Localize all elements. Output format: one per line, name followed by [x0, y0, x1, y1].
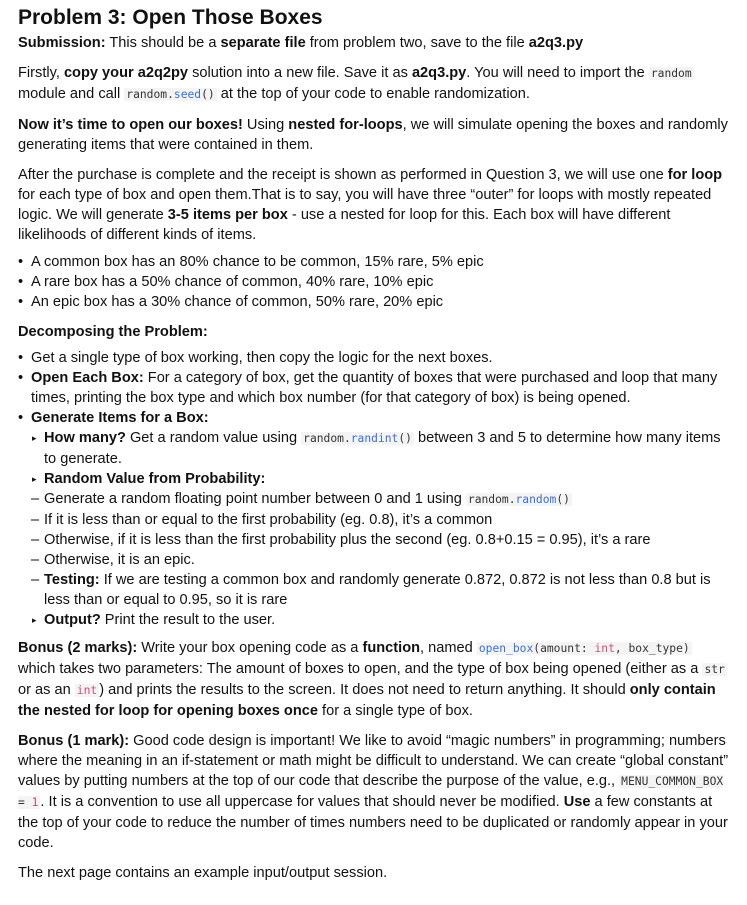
- code-number: 1: [31, 796, 39, 809]
- list-item: • A rare box has a 50% chance of common, 40% rare, 10% epic: [18, 272, 729, 292]
- bold-text: for loop: [667, 167, 723, 183]
- list-item: [18, 408, 729, 630]
- code-text: (amount:: [533, 642, 595, 655]
- bold-text: Now it’s time to open our boxes!: [18, 117, 243, 133]
- code-text: random.: [303, 432, 351, 445]
- text: which takes two parameters: The amount of boxes to open, and the type of box being opened (either as a: [18, 661, 703, 677]
- code-text: , box_type): [614, 642, 690, 655]
- text: solution into a new file. Save it as: [188, 65, 412, 81]
- text: from problem two, save to the file: [305, 35, 529, 51]
- code-text: random.: [467, 493, 516, 506]
- code-text: (): [201, 88, 215, 101]
- bold-text: Bonus (2 marks):: [18, 640, 138, 656]
- text: for each type of box and open them.That is to say, you will have three “outer” for loops with mostly repeated logic. We will generate: [18, 187, 712, 223]
- code-func: random: [515, 493, 557, 506]
- bold-text: 3-5 items per box: [167, 207, 288, 223]
- bold-text: separate file: [220, 35, 306, 51]
- text: For a category of box, get the quantity of boxes that were purchased and loop that many times, printing the box type and which box number (for that category of box) is being opened.: [31, 370, 718, 406]
- text: for a single type of box.: [318, 703, 473, 719]
- list-item: • A common box has an 80% chance to be common, 15% rare, 5% epic: [18, 252, 729, 272]
- page-title: Problem 3: Open Those Boxes: [18, 6, 323, 29]
- text: between 3 and 5 to determine how many items to generate.: [44, 430, 721, 467]
- list-item: [18, 368, 729, 408]
- text: Generate a random floating point number between 0 and 1 using: [44, 491, 466, 507]
- bold-text: How many?: [44, 430, 126, 446]
- code-random-seed: [124, 88, 216, 101]
- closing-paragraph: The next page contains an example input/output session.: [18, 865, 388, 881]
- code-randint: [301, 432, 414, 445]
- code-int: [75, 684, 99, 697]
- list-item: • Get a single type of box working, then copy the logic for the next boxes.: [18, 348, 729, 368]
- text: If we are testing a common box and randomly generate 0.872, 0.872 is not less than 0.8 but is less than or equal to 0.95, so it is rare: [44, 572, 711, 608]
- bold-text: Random Value from Probability:: [44, 471, 266, 487]
- text: After the purchase is complete and the receipt is shown as performed in Question 3, we will use one: [18, 167, 668, 183]
- text: . You will need to import the: [466, 65, 649, 81]
- code-text: (): [398, 432, 412, 445]
- code-func: randint: [350, 432, 399, 445]
- code-func: seed: [173, 88, 202, 101]
- list-item: [31, 489, 729, 510]
- bold-text: Open Each Box:: [31, 370, 144, 386]
- section-heading: Decomposing the Problem:: [18, 324, 208, 340]
- bold-text: Bonus (1 mark):: [18, 733, 130, 749]
- list-item: [31, 610, 729, 630]
- text: Write your box opening code as a: [137, 640, 363, 656]
- code-text: random: [650, 67, 692, 80]
- decomposing-list: [18, 348, 729, 630]
- bonus1-paragraph: [18, 731, 729, 853]
- code-type: int: [594, 642, 615, 655]
- filename: a2q3.py: [411, 65, 467, 81]
- text: ) and prints the results to the screen. It does not need to return anything. It should: [99, 682, 630, 698]
- text: Good code design is important! We like to avoid “magic numbers” in programming; numbers where the meaning in an if-statement or math might be difficult to understand. We can create “global constant” values by putting numbers at the top of our code that describe the purpose of the value, e.g.,: [18, 733, 729, 789]
- sub-sub-list: [31, 489, 729, 610]
- list-item: • An epic box has a 30% chance of common, 50% rare, 20% epic: [18, 292, 729, 312]
- text: module and call: [18, 86, 125, 102]
- bold-text: Generate Items for a Box:: [31, 410, 209, 426]
- text: - use a nested for loop for this. Each box will have different likelihoods of different kinds of items.: [18, 207, 671, 243]
- list-item: – Otherwise, it is an epic.: [31, 550, 729, 570]
- list-item: – If it is less than or equal to the first probability (eg. 0.8), it’s a common: [31, 510, 729, 530]
- text: Print the result to the user.: [100, 612, 276, 628]
- text: Using: [242, 117, 289, 133]
- bold-text: function: [362, 640, 421, 656]
- text: at the top of your code to enable randomization.: [216, 86, 530, 102]
- after-paragraph: [18, 165, 729, 245]
- sub-list: [31, 428, 729, 630]
- code-text: MENU_COMMON_BOX: [621, 775, 724, 788]
- code-type: int: [76, 684, 98, 697]
- submission-paragraph: [18, 33, 729, 53]
- firstly-paragraph: [18, 63, 729, 105]
- code-text: str: [704, 663, 725, 676]
- now-paragraph: [18, 115, 729, 155]
- text: Get a random value using: [125, 430, 302, 446]
- text: This should be a: [105, 35, 221, 51]
- text: , we will simulate opening the boxes and randomly generating items that were contained in them.: [18, 117, 728, 153]
- bold-text: Output?: [44, 612, 101, 628]
- bold-text: only contain the nested for loop for opening boxes once: [18, 682, 716, 719]
- bold-text: Testing:: [44, 572, 100, 588]
- text: . It is a convention to use all uppercase for values that should never be modified.: [40, 794, 564, 810]
- code-text: (): [556, 493, 570, 506]
- text: or as an: [18, 682, 75, 698]
- text: Firstly,: [18, 65, 64, 81]
- code-text: random.: [126, 88, 174, 101]
- code-func: open_box: [478, 642, 534, 655]
- bold-text: Use: [563, 794, 591, 810]
- code-random-random: [466, 493, 572, 506]
- code-open-box: [477, 642, 692, 655]
- text: , named: [420, 640, 477, 656]
- code-random: [649, 67, 694, 80]
- list-item: [31, 469, 729, 610]
- submission-label: Submission:: [18, 35, 106, 51]
- filename: a2q3.py: [528, 35, 584, 51]
- text: a few constants at the top of your code to reduce the number of times numbers need to be duplicated or randomly appear in your code.: [18, 794, 728, 851]
- list-item: [31, 570, 729, 610]
- list-item: – Otherwise, if it is less than the first probability plus the second (eg. 0.8+0.15 = 0.95), it’s a rare: [31, 530, 729, 550]
- code-str: [702, 663, 726, 676]
- box-chances-list: [18, 252, 729, 312]
- bold-text: copy your a2q2py: [63, 65, 189, 81]
- bold-text: nested for-loops: [288, 117, 403, 133]
- code-text: =: [18, 796, 32, 809]
- bonus2-paragraph: [18, 638, 729, 721]
- list-item: [31, 428, 729, 469]
